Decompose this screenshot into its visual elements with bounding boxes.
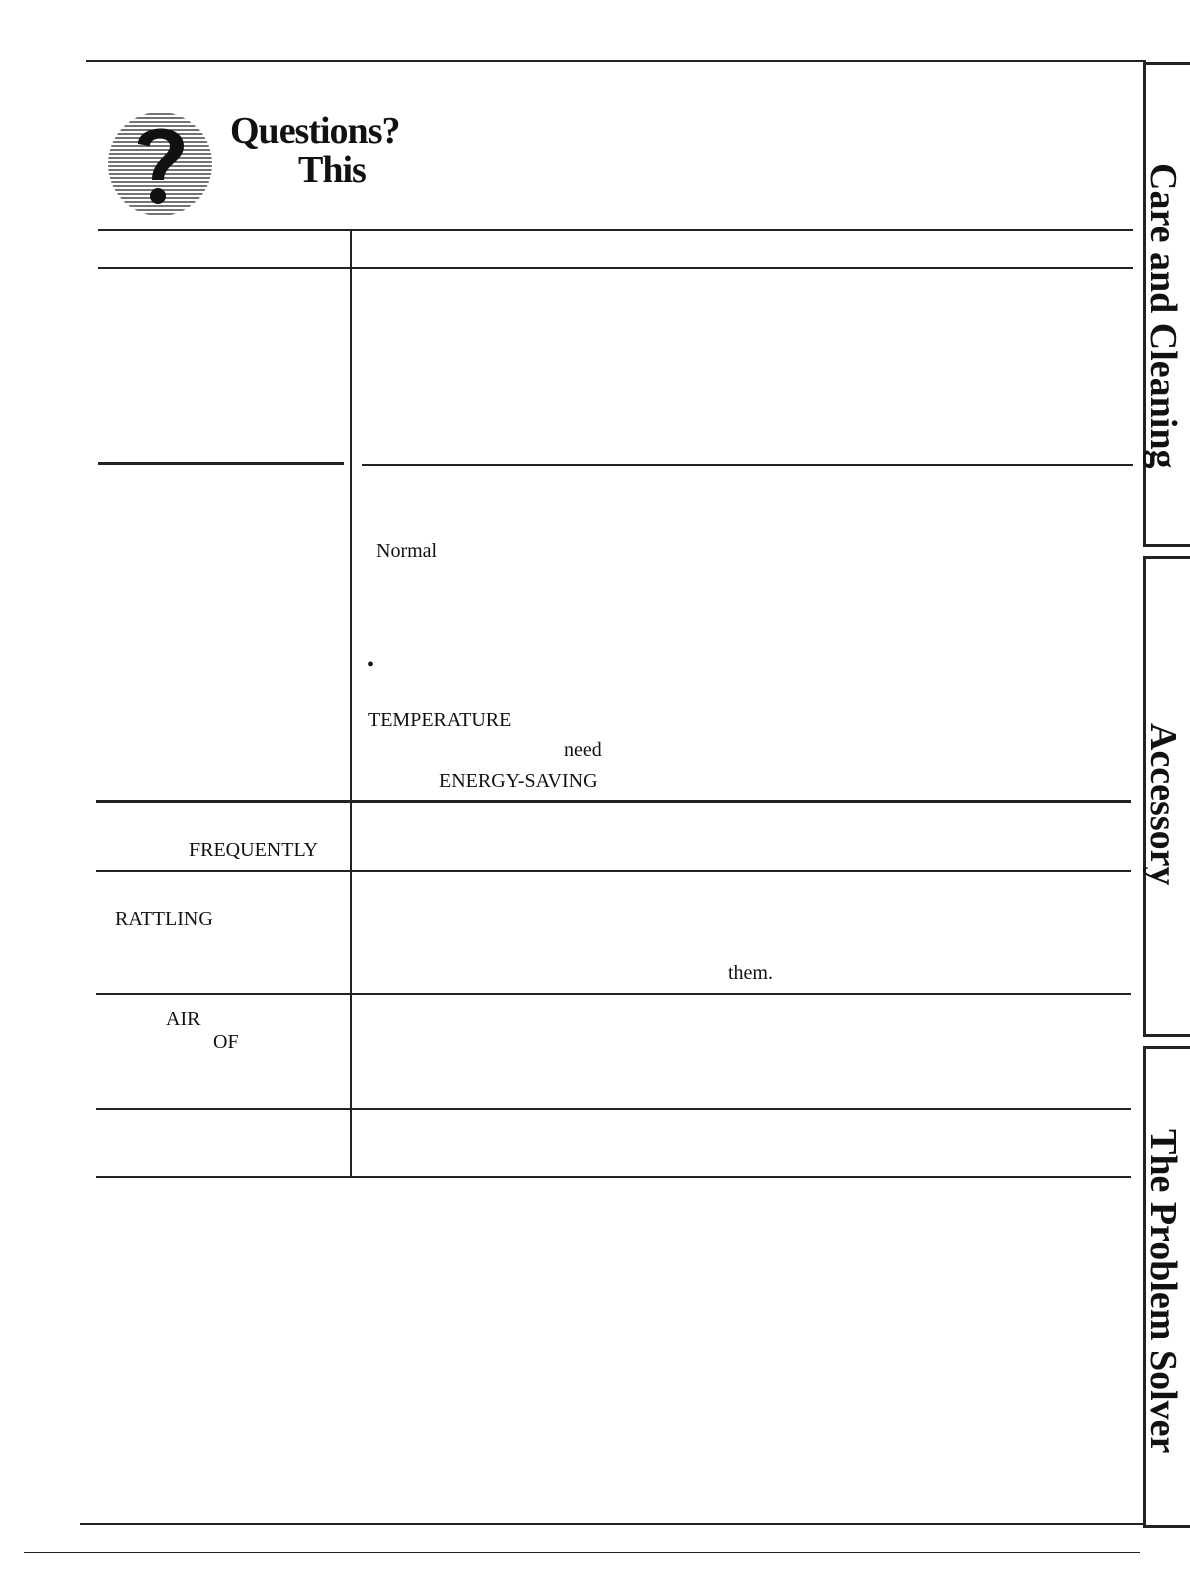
question-mark-icon xyxy=(104,110,216,218)
row-divider xyxy=(96,870,1131,872)
column-divider xyxy=(350,231,352,1177)
of-label: OF xyxy=(213,1031,239,1053)
tab-the-problem-solver[interactable] xyxy=(1143,1046,1190,1528)
tab-care-and-cleaning[interactable] xyxy=(1143,62,1190,547)
table-top-rule xyxy=(98,229,1133,231)
air-label: AIR xyxy=(166,1008,201,1030)
row-divider xyxy=(96,993,1131,995)
tab-label: Care and Cleaning xyxy=(1142,163,1184,469)
frequently-label: FREQUENTLY xyxy=(189,839,319,861)
need-text: need xyxy=(564,739,602,761)
page-title: Questions? xyxy=(230,110,400,152)
table-bottom-rule xyxy=(96,1176,1131,1178)
row-divider xyxy=(96,800,1131,803)
table-header-rule xyxy=(98,267,1133,269)
energy-saving-label: ENERGY-SAVING xyxy=(439,770,598,792)
rattling-label: RATTLING xyxy=(115,908,213,930)
row-divider-right xyxy=(362,464,1133,466)
bullet: • xyxy=(367,654,375,676)
row-divider xyxy=(96,1108,1131,1110)
tab-accessory[interactable] xyxy=(1143,556,1190,1037)
tab-label: The Problem Solver xyxy=(1142,1129,1184,1454)
page-subtitle: This xyxy=(298,149,366,191)
footer-rule xyxy=(24,1552,1140,1553)
tab-label: Accessory xyxy=(1142,723,1184,886)
bottom-rule xyxy=(80,1523,1146,1525)
row-divider-left xyxy=(98,462,344,465)
top-rule xyxy=(86,60,1146,62)
them-text: them. xyxy=(728,962,773,984)
temperature-label: TEMPERATURE xyxy=(368,709,512,731)
normal-label: Normal xyxy=(376,540,438,562)
